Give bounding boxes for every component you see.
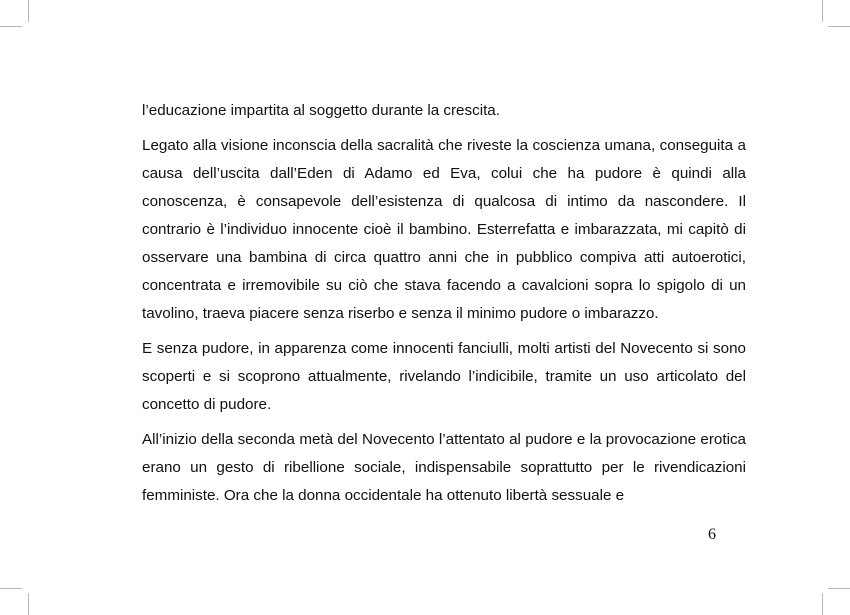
body-text: [142, 97, 746, 510]
paragraph: Legato alla visione inconscia della sacralità che riveste la coscienza umana, conseguita a causa dell’uscita dall’Eden di Adamo ed Eva, colui che ha pudore è quindi alla conoscenza, è consapevole dell’esistenza di qualcosa di intimo da nascondere. Il contrario è l’individuo innocente cioè il bambino. Esterrefatta e imbarazzata, mi capitò di osservare una bambina di circa quattro anni che in pubblico compiva atti autoerotici, concentrata e irremovibile su ciò che stava facendo a cavalcioni sopra lo spigolo di un tavolino, traeva piacere senza riserbo e senza il minimo pudore o imbarazzo.: [142, 137, 746, 322]
crop-mark-bottom-right-horizontal: [828, 588, 850, 589]
paragraph: E senza pudore, in apparenza come innocenti fanciulli, molti artisti del Novecento si sono scoperti e si scoprono attualmente, rivelando l’indicibile, tramite un uso articolato del concetto di pudore.: [142, 340, 746, 413]
crop-mark-bottom-left-horizontal: [0, 588, 22, 589]
crop-mark-top-right-horizontal: [828, 26, 850, 27]
crop-mark-top-left-vertical: [28, 0, 29, 22]
crop-mark-bottom-right-vertical: [822, 593, 823, 615]
crop-mark-bottom-left-vertical: [28, 593, 29, 615]
crop-mark-top-right-vertical: [822, 0, 823, 22]
crop-mark-top-left-horizontal: [0, 26, 22, 27]
page-number: 6: [708, 526, 716, 543]
paragraph: All’inizio della seconda metà del Novecento l’attentato al pudore e la provocazione erotica erano un gesto di ribellione sociale, indispensabile soprattutto per le rivendicazioni femministe. Ora che la donna occidentale ha ottenuto libertà sessuale e: [142, 431, 746, 504]
paragraph: l’educazione impartita al soggetto durante la crescita.: [142, 102, 500, 119]
